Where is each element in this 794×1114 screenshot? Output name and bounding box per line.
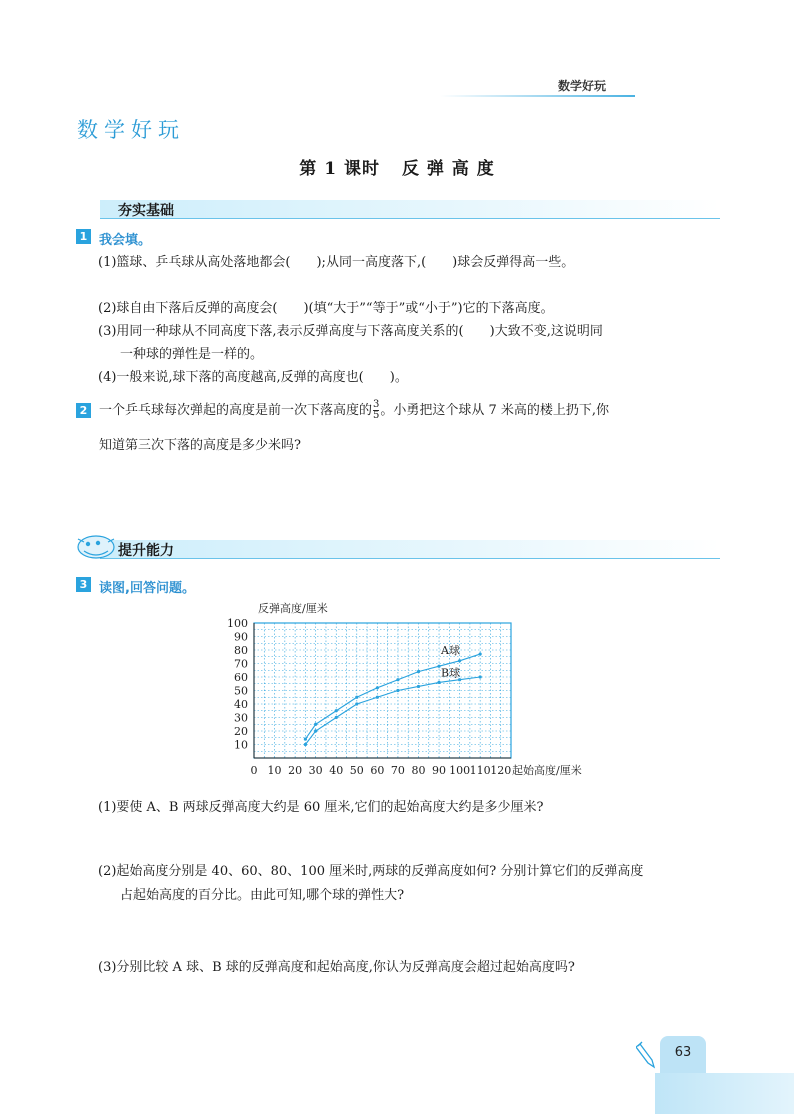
y-tick-labels [227,617,248,752]
x-tick-label: 30 [308,764,323,777]
q3-item-2-cont: 占起始高度的百分比。由此可知,哪个球的弹性大? [120,888,405,903]
section-title: 数学好玩 [77,118,185,142]
band-basic [100,200,720,218]
y-tick-label: 70 [234,657,248,671]
page-number: 63 [660,1036,706,1073]
y-tick-label: 10 [234,738,248,752]
x-tick-label: 90 [432,764,447,777]
band-advanced-rule [100,558,720,559]
page-number-band [655,1073,794,1114]
lesson-name: 反 弹 高 度 [401,159,495,179]
mascot-icon [74,529,118,563]
series-label: A球 [441,644,460,658]
q2-line-2: 知道第三次下落的高度是多少米吗? [99,438,301,453]
y-tick-label: 30 [234,711,248,725]
q3-item-2: (2)起始高度分别是 40、60、80、100 厘米时,两球的反弹高度如何? 分别计算它们的反弹高度 [98,864,644,879]
series-label: B球 [441,666,461,680]
question-1-head: 我会填。 [99,233,152,248]
x-axis-label: 起始高度/厘米 [512,764,582,777]
q3-item-1: (1)要使 A、B 两球反弹高度大约是 60 厘米,它们的起始高度大约是多少厘米? [98,800,544,815]
pencil-icon [636,1040,658,1070]
y-tick-label: 20 [234,725,248,738]
q1-item-1: (1)篮球、乒乓球从高处落地都会( );从同一高度落下,( )球会反弹得高一些。 [98,255,575,270]
lesson-title [0,154,794,179]
q2-text-b: 。小勇把这个球从 7 米高的楼上扔下,你 [380,403,610,418]
x-tick-label: 120 [490,764,512,777]
x-tick-label: 0 [250,764,258,777]
series-point [479,652,482,655]
q3-item-3: (3)分别比较 A 球、B 球的反弹高度和起始高度,你认为反弹高度会超过起始高度吗? [98,960,575,975]
band-advanced [100,540,720,558]
series-point [376,686,379,689]
x-tick-label: 80 [411,764,426,777]
band-basic-title: 夯实基础 [118,203,174,219]
question-3-head: 读图,回答问题。 [99,581,195,596]
series-point [417,670,420,673]
series-point [396,678,399,681]
question-1-badge: 1 [76,229,91,244]
chart-grid [254,623,511,758]
fraction-denominator: 5 [373,410,380,421]
x-tick-labels [251,764,512,777]
band-basic-rule [100,218,720,219]
y-tick-label: 60 [234,671,248,684]
y-axis-label: 反弹高度/厘米 [258,602,328,615]
running-header: 数学好玩 [558,79,607,93]
chart-series [304,643,482,746]
series-point [304,738,307,741]
q1-item-3-cont: 一种球的弹性是一样的。 [120,347,264,362]
series-point [314,729,317,732]
series-point [458,659,461,662]
y-tick-label: 100 [227,617,248,630]
lesson-number: 第 1 课时 [299,159,380,179]
series-point [396,689,399,692]
q1-item-2: (2)球自由下落后反弹的高度会( )(填“大于”“等于”或“小于”)它的下落高度。 [98,301,554,316]
y-tick-label: 80 [234,644,248,657]
y-tick-label: 90 [234,630,248,644]
y-tick-label: 40 [234,698,248,711]
series-point [335,716,338,719]
series-point [479,675,482,678]
series-point [314,723,317,726]
bounce-height-chart [220,596,610,782]
q1-item-4: (4)一般来说,球下落的高度越高,反弹的高度也( )。 [98,370,408,385]
fraction-numerator: 3 [373,399,380,410]
x-tick-label: 70 [390,764,405,777]
band-advanced-title: 提升能力 [118,543,174,559]
x-tick-label: 110 [469,764,491,777]
x-tick-label: 10 [267,764,282,777]
header-rule [440,95,635,97]
series-point [355,702,358,705]
y-tick-label: 50 [234,684,248,698]
series-point [304,743,307,746]
x-tick-label: 60 [370,764,385,777]
x-tick-label: 100 [449,764,471,777]
q2-text-a: 一个乒乓球每次弹起的高度是前一次下落高度的 [99,403,373,418]
series-point [417,685,420,688]
x-tick-label: 50 [349,764,364,777]
q2-line-1 [99,400,609,421]
series-point [437,681,440,684]
x-tick-label: 40 [329,764,344,777]
q1-item-3: (3)用同一种球从不同高度下落,表示反弹高度与下落高度关系的( )大致不变,这说明同 [98,324,603,339]
x-tick-label: 20 [288,764,303,777]
fraction-three-fifths [373,400,379,421]
series-point [335,709,338,712]
series-point [355,696,358,699]
series-point [376,696,379,699]
question-2-badge: 2 [76,403,91,418]
question-3-badge: 3 [76,577,91,592]
